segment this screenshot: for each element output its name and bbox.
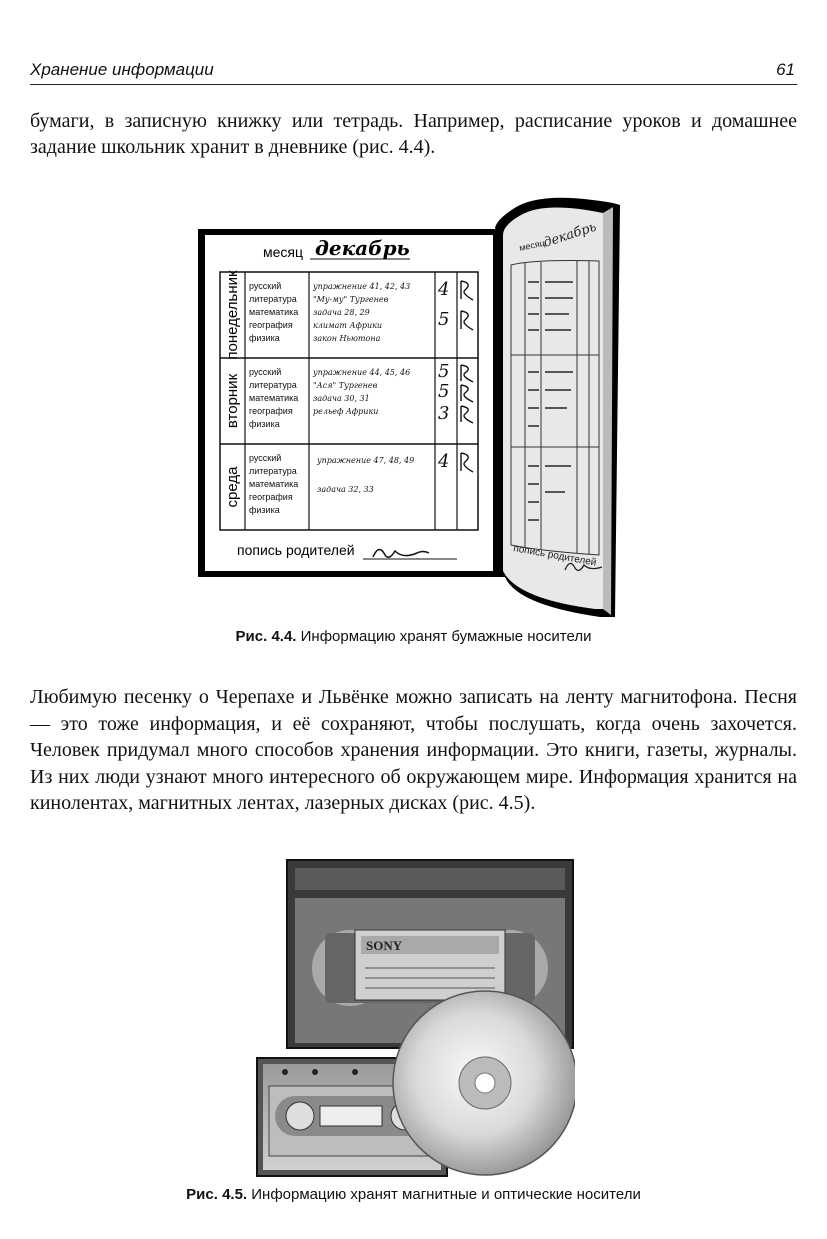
day-tuesday: вторник [224, 373, 241, 429]
month-label: месяц [263, 244, 304, 260]
paragraph-main: Любимую песенку о Черепахе и Львёнке можно записать на ленту магнитофона. Песня — это тоже информация, и её сохраняют, чтобы послушать, когда очень захочется. Человек придумал много способов хранения информации. Это книги, газеты, журналы. Из них люди узнают много интересного об окружающем мире. Информация хранится на кинолентах, магнитных лентах, лазерных дисках (рис. 4.5). [30, 686, 797, 814]
brand-label: SONY [366, 938, 403, 953]
svg-text:литература: литература [249, 294, 297, 304]
svg-text:физика: физика [249, 333, 280, 343]
svg-text:география: география [249, 406, 293, 416]
signature-label: попись родителей [237, 542, 355, 558]
svg-text:5: 5 [438, 309, 450, 330]
svg-text:физика: физика [249, 419, 280, 429]
svg-text:география: география [249, 320, 293, 330]
svg-text:задача 30, 31: задача 30, 31 [313, 394, 370, 403]
figure-4-5-caption [0, 1186, 827, 1203]
svg-text:физика: физика [249, 505, 280, 515]
svg-text:упражнение 41, 42, 43: упражнение 41, 42, 43 [313, 282, 411, 291]
svg-text:математика: математика [249, 479, 299, 489]
running-header-title: Хранение информации [30, 60, 214, 79]
svg-text:3: 3 [438, 403, 450, 424]
paragraph-intro: бумаги, в записную книжку или тетрадь. Например, расписание уроков и домашнее задание школьник хранит в дневнике (рис. 4.4). [30, 110, 797, 158]
svg-text:задача 28, 29: задача 28, 29 [313, 308, 370, 317]
svg-text:климат Африки: климат Африки [313, 321, 383, 330]
compact-disc [393, 991, 575, 1175]
svg-text:упражнение 44, 45, 46: упражнение 44, 45, 46 [313, 368, 411, 377]
figure-4-4-caption [0, 628, 827, 645]
svg-text:русский: русский [249, 453, 282, 463]
page-number: 61 [776, 60, 795, 79]
diary-illustration [195, 185, 635, 625]
svg-text:4: 4 [438, 279, 450, 300]
svg-text:русский: русский [249, 281, 282, 291]
right-signature-label: попись родителей [512, 543, 598, 569]
svg-text:география: география [249, 492, 293, 502]
svg-text:литература: литература [249, 466, 297, 476]
svg-text:5: 5 [438, 381, 450, 402]
svg-text:русский: русский [249, 367, 282, 377]
svg-text:математика: математика [249, 307, 299, 317]
day-monday: понедельник [224, 270, 241, 360]
day-wednesday: среда [224, 466, 241, 508]
figure-4-4-text: Информацию хранят бумажные носители [296, 628, 592, 645]
figure-4-5-label: Рис. 4.5. [186, 1186, 248, 1203]
svg-text:задача 32, 33: задача 32, 33 [317, 485, 374, 494]
svg-text:"Му-му" Тургенев: "Му-му" Тургенев [313, 295, 389, 304]
svg-text:литература: литература [249, 380, 297, 390]
figure-4-4-label: Рис. 4.4. [235, 628, 297, 645]
svg-text:5: 5 [438, 361, 450, 382]
svg-text:упражнение 47, 48, 49: упражнение 47, 48, 49 [317, 456, 415, 465]
svg-text:математика: математика [249, 393, 299, 403]
storage-media-illustration [255, 858, 575, 1178]
month-value: декабрь [315, 236, 410, 260]
svg-text:"Ася" Тургенев: "Ася" Тургенев [313, 381, 378, 390]
svg-text:закон Ньютона: закон Ньютона [313, 334, 381, 343]
svg-text:4: 4 [438, 451, 450, 472]
right-month-value: декабрь [541, 219, 599, 251]
svg-text:рельеф Африки: рельеф Африки [313, 407, 379, 416]
figure-4-5-text: Информацию хранят магнитные и оптические носители [247, 1186, 641, 1203]
header-rule [30, 84, 797, 85]
right-month-label: месяц [518, 237, 546, 253]
